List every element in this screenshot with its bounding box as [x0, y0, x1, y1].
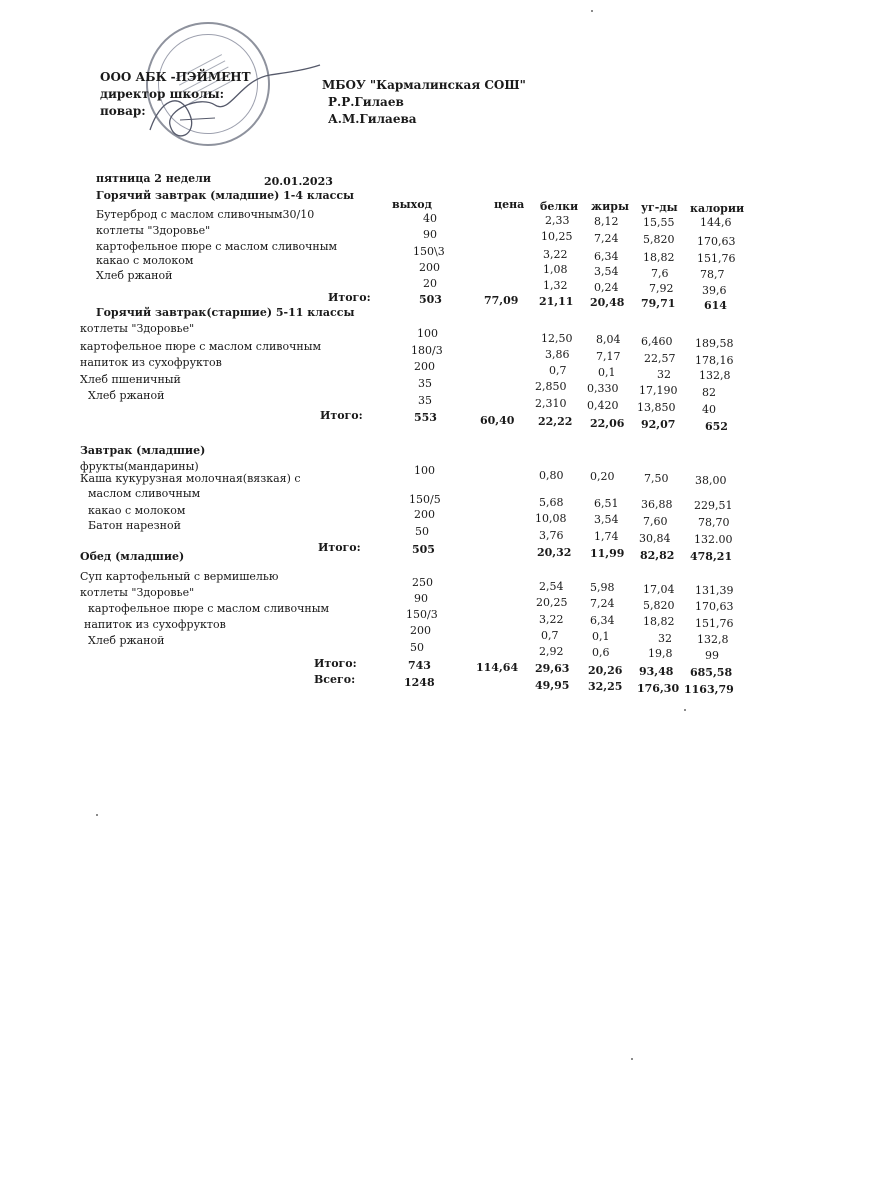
col-fats: жиры [591, 200, 629, 213]
dish-calories: 40 [702, 403, 716, 416]
dish-output: 150\3 [413, 245, 445, 258]
grand-total-carbs: 176,30 [637, 682, 680, 695]
dish-output: 200 [414, 360, 435, 373]
total-fats: 20,26 [588, 664, 623, 677]
dish-calories: 99 [705, 649, 719, 662]
dish-fats: 6,34 [594, 250, 619, 263]
total-proteins: 20,32 [537, 546, 572, 559]
dish-fats: 7,24 [590, 597, 615, 610]
dish-output: 100 [417, 327, 438, 340]
dish-proteins: 2,310 [535, 397, 567, 410]
total-calories: 685,58 [690, 666, 733, 679]
dish-output: 50 [410, 641, 424, 654]
dish-proteins: 3,22 [539, 613, 564, 626]
dish-name: какао с молоком [96, 254, 194, 267]
grand-total-output: 1248 [404, 676, 435, 689]
dish-carbs: 18,82 [643, 615, 675, 628]
section-title: Обед (младшие) [80, 550, 185, 563]
dish-output: 150/5 [409, 493, 441, 506]
dish-carbs: 17,04 [643, 583, 675, 596]
dish-proteins: 10,08 [535, 512, 567, 525]
total-price: 114,64 [476, 661, 519, 674]
dish-output: 20 [423, 277, 437, 290]
col-output: выход [392, 198, 432, 211]
dish-calories: 170,63 [697, 235, 736, 248]
dish-proteins: 2,850 [535, 380, 567, 393]
dish-proteins: 0,7 [549, 364, 567, 377]
dish-carbs: 7,92 [649, 282, 674, 295]
dish-output: 250 [412, 576, 433, 589]
dish-calories: 78,70 [698, 516, 730, 529]
dish-calories: 151,76 [695, 617, 734, 630]
school-name: МБОУ "Кармалинская СОШ" [322, 78, 526, 92]
total-label: Итого: [314, 657, 357, 670]
dish-fats: 0,20 [590, 470, 615, 483]
dish-fats: 8,04 [596, 333, 621, 346]
dish-fats: 6,34 [590, 614, 615, 627]
dish-fats: 7,17 [596, 350, 621, 363]
dish-name: Хлеб ржаной [88, 389, 165, 402]
col-calories: калории [690, 202, 745, 215]
total-output: 505 [412, 543, 435, 556]
dish-carbs: 7,6 [651, 267, 669, 280]
total-proteins: 22,22 [538, 415, 573, 428]
total-proteins: 21,11 [539, 295, 574, 308]
dish-carbs: 13,850 [637, 401, 676, 414]
dish-name: картофельное пюре с маслом сливочным [96, 240, 338, 253]
director-name: Р.Р.Гилаев [328, 95, 404, 109]
dish-carbs: 32 [657, 368, 671, 381]
dish-calories: 170,63 [695, 600, 734, 613]
dish-proteins: 5,68 [539, 496, 564, 509]
dish-calories: 189,58 [695, 337, 734, 350]
total-calories: 652 [705, 420, 728, 433]
total-calories: 614 [704, 299, 727, 312]
dish-output: 200 [410, 624, 431, 637]
dish-proteins: 2,54 [539, 580, 564, 593]
total-calories: 478,21 [690, 550, 733, 563]
dish-calories: 144,6 [700, 216, 732, 229]
total-label: Итого: [320, 409, 363, 422]
total-output: 503 [419, 293, 442, 306]
dish-fats: 0,1 [598, 366, 616, 379]
dish-proteins: 12,50 [541, 332, 573, 345]
dish-calories: 78,7 [700, 268, 725, 281]
dish-fats: 0,420 [587, 399, 619, 412]
scan-speck [96, 814, 98, 816]
scan-speck [631, 1058, 633, 1060]
dish-carbs: 7,50 [644, 472, 669, 485]
dish-proteins: 3,86 [545, 348, 570, 361]
dish-name-continued: маслом сливочным [88, 487, 201, 500]
dish-proteins: 0,7 [541, 629, 559, 642]
dish-carbs: 5,820 [643, 599, 675, 612]
dish-output: 90 [414, 592, 428, 605]
dish-calories: 229,51 [694, 499, 733, 512]
dish-carbs: 6,460 [641, 335, 673, 348]
dish-output: 200 [419, 261, 440, 274]
dish-carbs: 17,190 [639, 384, 678, 397]
dish-fats: 3,54 [594, 265, 619, 278]
dish-calories: 39,6 [702, 284, 727, 297]
dish-proteins: 3,76 [539, 529, 564, 542]
dish-proteins: 1,32 [543, 279, 568, 292]
col-price: цена [494, 198, 525, 211]
dish-calories: 132,8 [699, 369, 731, 382]
dish-proteins: 3,22 [543, 248, 568, 261]
dish-proteins: 2,92 [539, 645, 564, 658]
section-title: Горячий завтрак(старшие) 5-11 классы [96, 306, 355, 319]
total-output: 743 [408, 659, 431, 672]
col-carbs: уг-ды [641, 201, 678, 214]
dish-fats: 0,1 [592, 630, 610, 643]
dish-carbs: 32 [658, 632, 672, 645]
dish-name: напиток из сухофруктов [80, 356, 222, 369]
total-carbs: 93,48 [639, 665, 674, 678]
dish-name: Каша кукурузная молочная(вязкая) с [80, 472, 301, 485]
total-carbs: 79,71 [641, 297, 676, 310]
dish-output: 40 [423, 212, 437, 225]
dish-calories: 132,8 [697, 633, 729, 646]
dish-fats: 1,74 [594, 530, 619, 543]
dish-name: напиток из сухофруктов [84, 618, 226, 631]
dish-fats: 0,330 [587, 382, 619, 395]
grand-total-fats: 32,25 [588, 680, 623, 693]
dish-output: 90 [423, 228, 437, 241]
dish-carbs: 30,84 [639, 532, 671, 545]
scan-speck [591, 10, 593, 12]
dish-name: Суп картофельный с вермишелью [80, 570, 279, 583]
dish-output: 50 [415, 525, 429, 538]
total-fats: 11,99 [590, 547, 625, 560]
dish-carbs: 36,88 [641, 498, 673, 511]
dish-name: котлеты "Здоровье" [80, 586, 195, 599]
dish-name: картофельное пюре с маслом сливочным [80, 340, 322, 353]
dish-name: фрукты(мандарины) [80, 460, 199, 473]
dish-calories: 38,00 [695, 474, 727, 487]
dish-fats: 5,98 [590, 581, 615, 594]
cook-name: А.М.Гилаева [328, 112, 417, 126]
dish-name: котлеты "Здоровье" [80, 322, 195, 335]
dish-fats: 0,24 [594, 281, 619, 294]
dish-carbs: 22,57 [644, 352, 676, 365]
total-label: Итого: [328, 291, 371, 304]
dish-proteins: 20,25 [536, 596, 568, 609]
dish-name: Бутерброд с маслом сливочным30/10 [96, 208, 315, 221]
dish-proteins: 10,25 [541, 230, 573, 243]
dish-output: 150/3 [406, 608, 438, 621]
dish-carbs: 18,82 [643, 251, 675, 264]
col-proteins: белки [540, 200, 579, 213]
dish-carbs: 7,60 [643, 515, 668, 528]
dish-output: 200 [414, 508, 435, 521]
dish-proteins: 0,80 [539, 469, 564, 482]
grand-total-label: Всего: [314, 673, 356, 686]
dish-name: Батон нарезной [88, 519, 181, 532]
dish-fats: 0,6 [592, 646, 610, 659]
director-label: директор школы: [100, 87, 225, 101]
dish-name: Хлеб пшеничный [80, 373, 181, 386]
dish-fats: 7,24 [594, 232, 619, 245]
grand-total-calories: 1163,79 [684, 683, 734, 696]
menu-day: пятница 2 недели [96, 172, 212, 185]
dish-carbs: 19,8 [648, 647, 673, 660]
total-label: Итого: [318, 541, 361, 554]
section-title: Завтрак (младшие) [80, 444, 206, 457]
dish-name: котлеты "Здоровье" [96, 224, 211, 237]
dish-fats: 6,51 [594, 497, 619, 510]
total-fats: 20,48 [590, 296, 625, 309]
dish-output: 35 [418, 377, 432, 390]
dish-calories: 131,39 [695, 584, 734, 597]
total-carbs: 92,07 [641, 418, 676, 431]
section-title: Горячий завтрак (младшие) 1-4 классы [96, 189, 355, 202]
dish-carbs: 15,55 [643, 216, 675, 229]
dish-name: картофельное пюре с маслом сливочным [88, 602, 330, 615]
dish-calories: 82 [702, 386, 716, 399]
menu-date: 20.01.2023 [264, 175, 333, 188]
total-price: 60,40 [480, 414, 515, 427]
dish-output: 180/3 [411, 344, 443, 357]
dish-calories: 151,76 [697, 252, 736, 265]
dish-output: 35 [418, 394, 432, 407]
total-output: 553 [414, 411, 437, 424]
dish-proteins: 1,08 [543, 263, 568, 276]
dish-name: Хлеб ржаной [96, 269, 173, 282]
dish-calories: 178,16 [695, 354, 734, 367]
dish-calories: 132.00 [694, 533, 733, 546]
grand-total-proteins: 49,95 [535, 679, 570, 692]
total-carbs: 82,82 [640, 549, 675, 562]
dish-carbs: 5,820 [643, 233, 675, 246]
dish-output: 100 [414, 464, 435, 477]
total-price: 77,09 [484, 294, 519, 307]
total-fats: 22,06 [590, 417, 625, 430]
cook-label: повар: [100, 104, 146, 118]
dish-fats: 8,12 [594, 215, 619, 228]
total-proteins: 29,63 [535, 662, 570, 675]
dish-name: Хлеб ржаной [88, 634, 165, 647]
dish-name: какао с молоком [88, 504, 186, 517]
dish-fats: 3,54 [594, 513, 619, 526]
scan-speck [684, 709, 686, 711]
dish-proteins: 2,33 [545, 214, 570, 227]
company-name: ООО АБК -ПЭЙМЕНТ [100, 70, 251, 84]
